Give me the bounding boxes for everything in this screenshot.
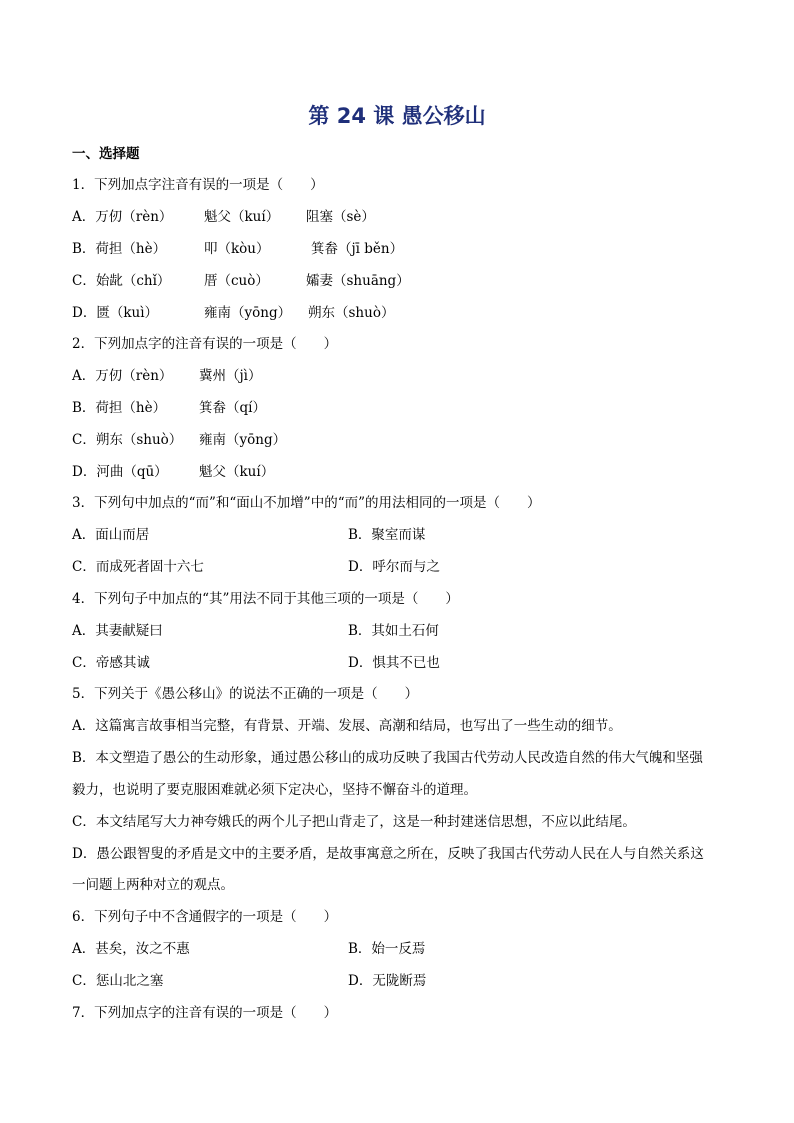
q2-b-item-2: 箕畚（qí） — [199, 400, 266, 416]
q4-option-a: A．其妻献疑曰 — [72, 623, 163, 639]
question-5-stem: 5．下列关于《愚公移山》的说法不正确的一项是（ ） — [72, 686, 419, 702]
q1-d-item-2: 雍南（yōng） — [204, 305, 292, 321]
q2-a-item-2: 冀州（jì） — [199, 368, 262, 384]
question-3-stem: 3．下列句中加点的“而”和“面山不加增”中的“而”的用法相同的一项是（ ） — [72, 495, 541, 511]
question-2-option-c — [72, 430, 286, 450]
q1-a-item-3: 阻塞（sè） — [306, 209, 375, 225]
question-4-options-cd — [72, 653, 440, 673]
question-2-stem: 2．下列加点字的注音有误的一项是（ ） — [72, 336, 338, 352]
q3-option-c: C．而成死者固十六七 — [72, 559, 204, 575]
question-1-option-a — [72, 207, 375, 227]
q6-option-c: C．惩山北之塞 — [72, 973, 164, 989]
q3-option-a: A．面山而居 — [72, 527, 150, 543]
question-3-options-ab — [72, 525, 425, 545]
question-6-options-cd — [72, 971, 426, 991]
q3-option-d: D．呼尔而与之 — [348, 559, 440, 575]
q2-c-item-1: C．朔东（shuò） — [72, 432, 183, 448]
question-4-stem: 4．下列句子中加点的“其”用法不同于其他三项的一项是（ ） — [72, 591, 459, 607]
question-6-options-ab — [72, 939, 425, 959]
question-2-option-b — [72, 398, 266, 418]
q1-a-item-1: A．万仞（rèn） — [72, 209, 173, 225]
q1-b-item-2: 叩（kòu） — [204, 241, 270, 257]
q2-d-item-2: 魁父（kuí） — [199, 464, 275, 480]
question-1-stem: 1．下列加点字注音有误的一项是（ ） — [72, 177, 324, 193]
q4-option-d: D．惧其不已也 — [348, 655, 440, 671]
q1-c-item-3: 孀妻（shuāng） — [306, 273, 410, 289]
question-6-stem: 6．下列句子中不含通假字的一项是（ ） — [72, 909, 338, 925]
q2-b-item-1: B．荷担（hè） — [72, 400, 167, 416]
q3-option-b: B．聚室而谋 — [348, 527, 426, 543]
q2-d-item-1: D．河曲（qū） — [72, 464, 168, 480]
q1-b-item-3: 箕畚（jī běn） — [311, 241, 404, 257]
question-1-option-d — [72, 303, 394, 323]
question-2-option-d — [72, 462, 274, 482]
question-4-options-ab — [72, 621, 439, 641]
question-2-option-a — [72, 366, 262, 386]
question-1-option-b — [72, 239, 403, 259]
question-5-option-c: C．本文结尾写大力神夸娥氏的两个儿子把山背走了，这是一种封建迷信思想，不应以此结尾。 — [72, 814, 636, 830]
question-5-option-b-line-2: 毅力，也说明了要克服困难就必须下定决心，坚持不懈奋斗的道理。 — [72, 782, 477, 798]
q1-d-item-3: 朔东（shuò） — [308, 305, 395, 321]
q6-option-b: B．始一反焉 — [348, 941, 426, 957]
q2-a-item-1: A．万仞（rèn） — [72, 368, 173, 384]
question-1-option-c — [72, 271, 410, 291]
q2-c-item-2: 雍南（yōng） — [199, 432, 287, 448]
question-5-option-d-line-1: D．愚公跟智叟的矛盾是文中的主要矛盾，是故事寓意之所在，反映了我国古代劳动人民在人与自然关系这 — [72, 846, 704, 862]
q4-option-b: B．其如土石何 — [348, 623, 439, 639]
q1-a-item-2: 魁父（kuí） — [204, 209, 280, 225]
question-7-stem: 7．下列加点字的注音有误的一项是（ ） — [72, 1005, 338, 1021]
page-title: 第 24 课 愚公移山 — [308, 104, 486, 128]
question-5-option-a: A．这篇寓言故事相当完整，有背景、开端、发展、高潮和结局，也写出了一些生动的细节。 — [72, 718, 622, 734]
q1-c-item-1: C．始龀（chǐ） — [72, 273, 171, 289]
question-5-option-b-line-1: B．本文塑造了愚公的生动形象，通过愚公移山的成功反映了我国古代劳动人民改造自然的伟大气魄和坚强 — [72, 750, 703, 766]
q1-b-item-1: B．荷担（hè） — [72, 241, 167, 257]
q1-d-item-1: D．匮（kuì） — [72, 305, 159, 321]
q6-option-d: D．无陇断焉 — [348, 973, 427, 989]
question-5-option-d-line-2: 一问题上两种对立的观点。 — [72, 877, 234, 893]
section-heading: 一、选择题 — [72, 146, 140, 162]
q1-c-item-2: 厝（cuò） — [204, 273, 269, 289]
q6-option-a: A．甚矣，汝之不惠 — [72, 941, 190, 957]
question-3-options-cd — [72, 557, 440, 577]
q4-option-c: C．帝感其诚 — [72, 655, 150, 671]
